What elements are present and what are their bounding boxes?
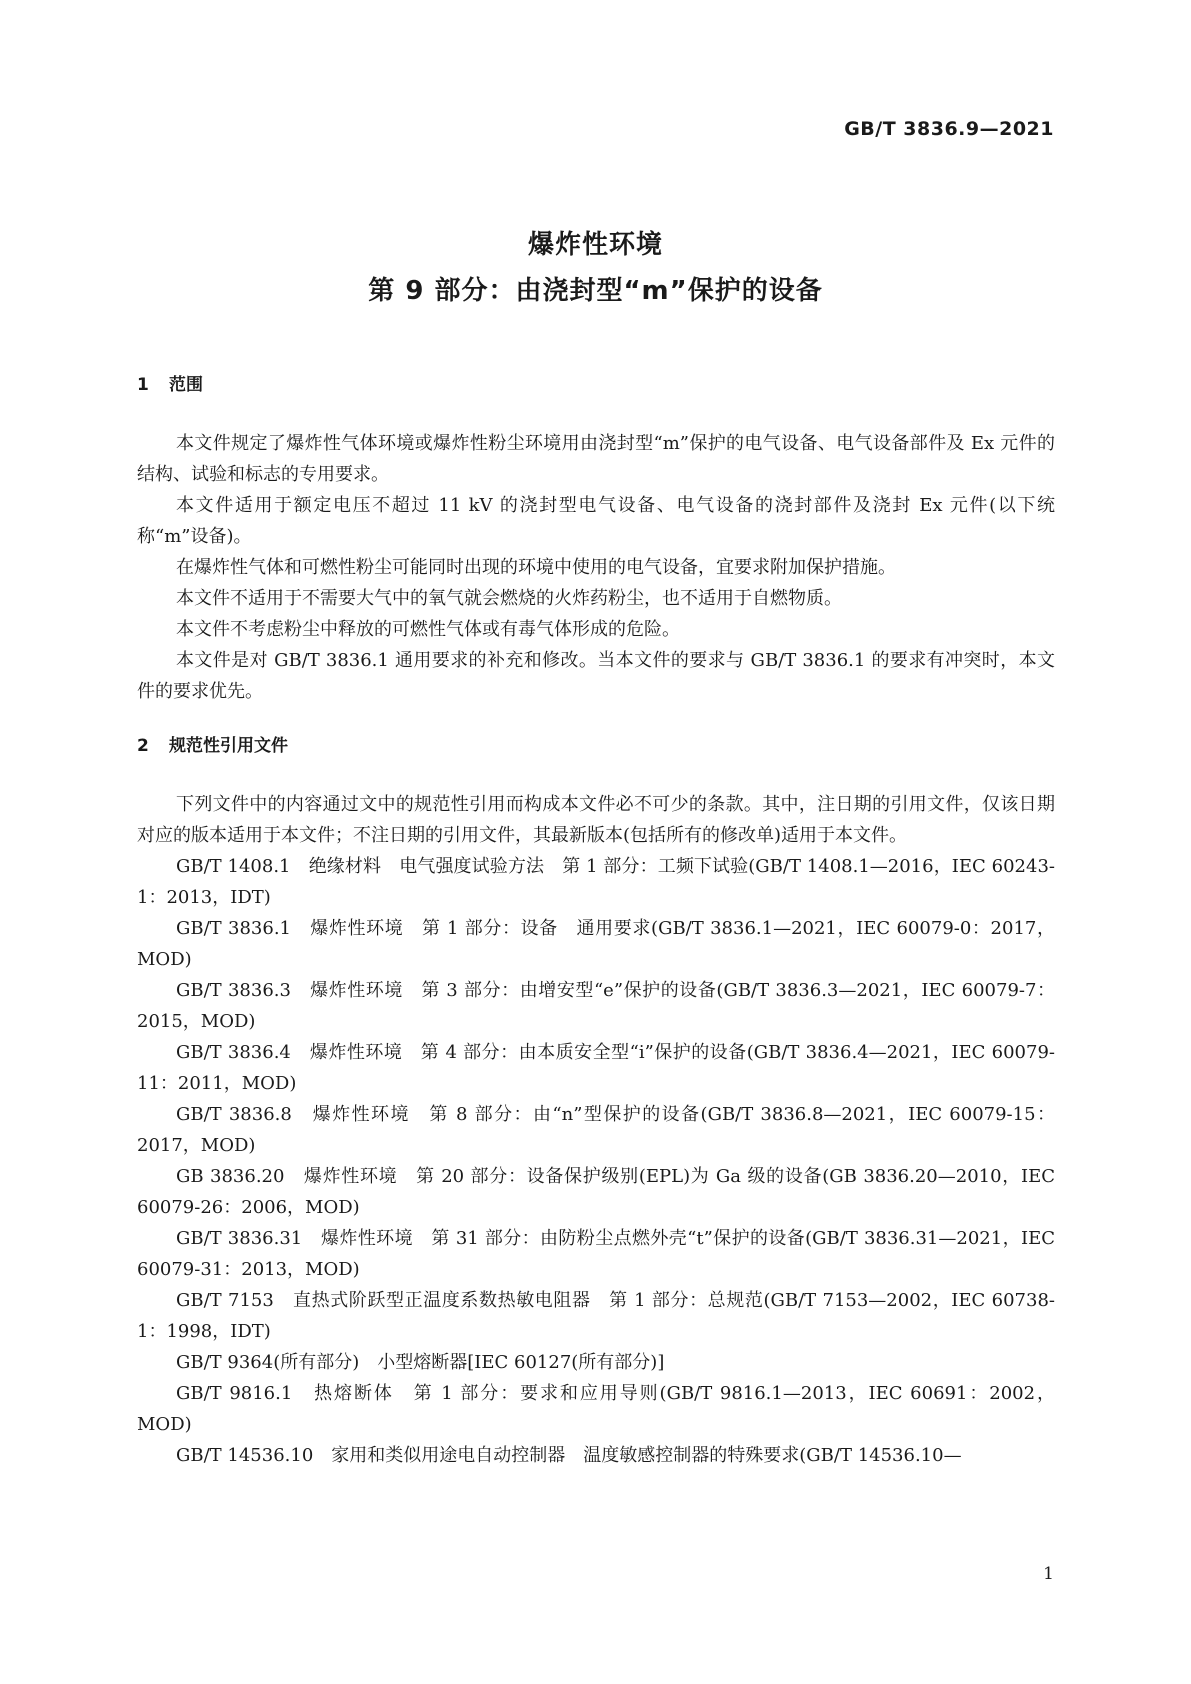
section-number: 2 [137, 736, 149, 756]
reference-entry: GB/T 9364(所有部分) 小型熔断器[IEC 60127(所有部分)] [176, 1352, 665, 1373]
title-line-2: 第 9 部分：由浇封型“m”保护的设备 [368, 276, 823, 306]
standard-number: GB/T 3836.9—2021 [844, 118, 1054, 140]
reference-entry: GB/T 7153 直热式阶跃型正温度系数热敏电阻器 第 1 部分：总规范(GB/T 7153—2002，IEC 60738-1：1998，IDT) [137, 1290, 1055, 1342]
paragraph: 本文件是对 GB/T 3836.1 通用要求的补充和修改。当本文件的要求与 GB/T 3836.1 的要求有冲突时，本文件的要求优先。 [137, 650, 1055, 702]
document-title [0, 222, 1191, 314]
reference-entry: GB/T 3836.1 爆炸性环境 第 1 部分：设备 通用要求(GB/T 3836.1—2021，IEC 60079-0：2017，MOD) [137, 918, 1055, 970]
reference-entry: GB/T 3836.31 爆炸性环境 第 31 部分：由防粉尘点燃外壳“t”保护的设备(GB/T 3836.31—2021，IEC 60079-31：2013，MOD) [137, 1228, 1055, 1280]
paragraph: 本文件不适用于不需要大气中的氧气就会燃烧的火炸药粉尘，也不适用于自燃物质。 [176, 588, 842, 609]
paragraph: 下列文件中的内容通过文中的规范性引用而构成本文件必不可少的条款。其中，注日期的引用文件，仅该日期对应的版本适用于本文件；不注日期的引用文件，其最新版本(包括所有的修改单)适用于本文件。 [137, 794, 1055, 846]
title-line-1: 爆炸性环境 [527, 230, 663, 260]
paragraph: 本文件适用于额定电压不超过 11 kV 的浇封型电气设备、电气设备的浇封部件及浇封 Ex 元件(以下统称“m”设备)。 [137, 495, 1055, 547]
section-heading-scope [137, 370, 1055, 400]
reference-entry: GB/T 14536.10 家用和类似用途电自动控制器 温度敏感控制器的特殊要求(GB/T 14536.10— [176, 1445, 962, 1466]
section-title: 规范性引用文件 [169, 736, 288, 756]
reference-entry: GB/T 3836.3 爆炸性环境 第 3 部分：由增安型“e”保护的设备(GB/T 3836.3—2021，IEC 60079-7：2015，MOD) [137, 980, 1055, 1032]
paragraph: 本文件规定了爆炸性气体环境或爆炸性粉尘环境用由浇封型“m”保护的电气设备、电气设备部件及 Ex 元件的结构、试验和标志的专用要求。 [137, 433, 1055, 485]
paragraph: 在爆炸性气体和可燃性粉尘可能同时出现的环境中使用的电气设备，宜要求附加保护措施。 [176, 557, 896, 578]
page-number: 1 [1043, 1564, 1054, 1584]
reference-entry: GB 3836.20 爆炸性环境 第 20 部分：设备保护级别(EPL)为 Ga 级的设备(GB 3836.20—2010，IEC 60079-26：2006，MOD) [137, 1166, 1055, 1218]
reference-entry: GB/T 3836.4 爆炸性环境 第 4 部分：由本质安全型“i”保护的设备(GB/T 3836.4—2021，IEC 60079-11：2011，MOD) [137, 1042, 1055, 1094]
paragraph: 本文件不考虑粉尘中释放的可燃性气体或有毒气体形成的危险。 [176, 619, 680, 640]
section-heading-normative-references [137, 731, 1055, 761]
reference-entry: GB/T 3836.8 爆炸性环境 第 8 部分：由“n”型保护的设备(GB/T 3836.8—2021，IEC 60079-15：2017，MOD) [137, 1104, 1055, 1156]
section-number: 1 [137, 375, 149, 395]
document-body [137, 370, 1055, 1471]
reference-entry: GB/T 9816.1 热熔断体 第 1 部分：要求和应用导则(GB/T 9816.1—2013，IEC 60691：2002，MOD) [137, 1383, 1055, 1435]
section-title: 范围 [169, 375, 203, 395]
reference-entry: GB/T 1408.1 绝缘材料 电气强度试验方法 第 1 部分：工频下试验(GB/T 1408.1—2016，IEC 60243-1：2013，IDT) [137, 856, 1055, 908]
